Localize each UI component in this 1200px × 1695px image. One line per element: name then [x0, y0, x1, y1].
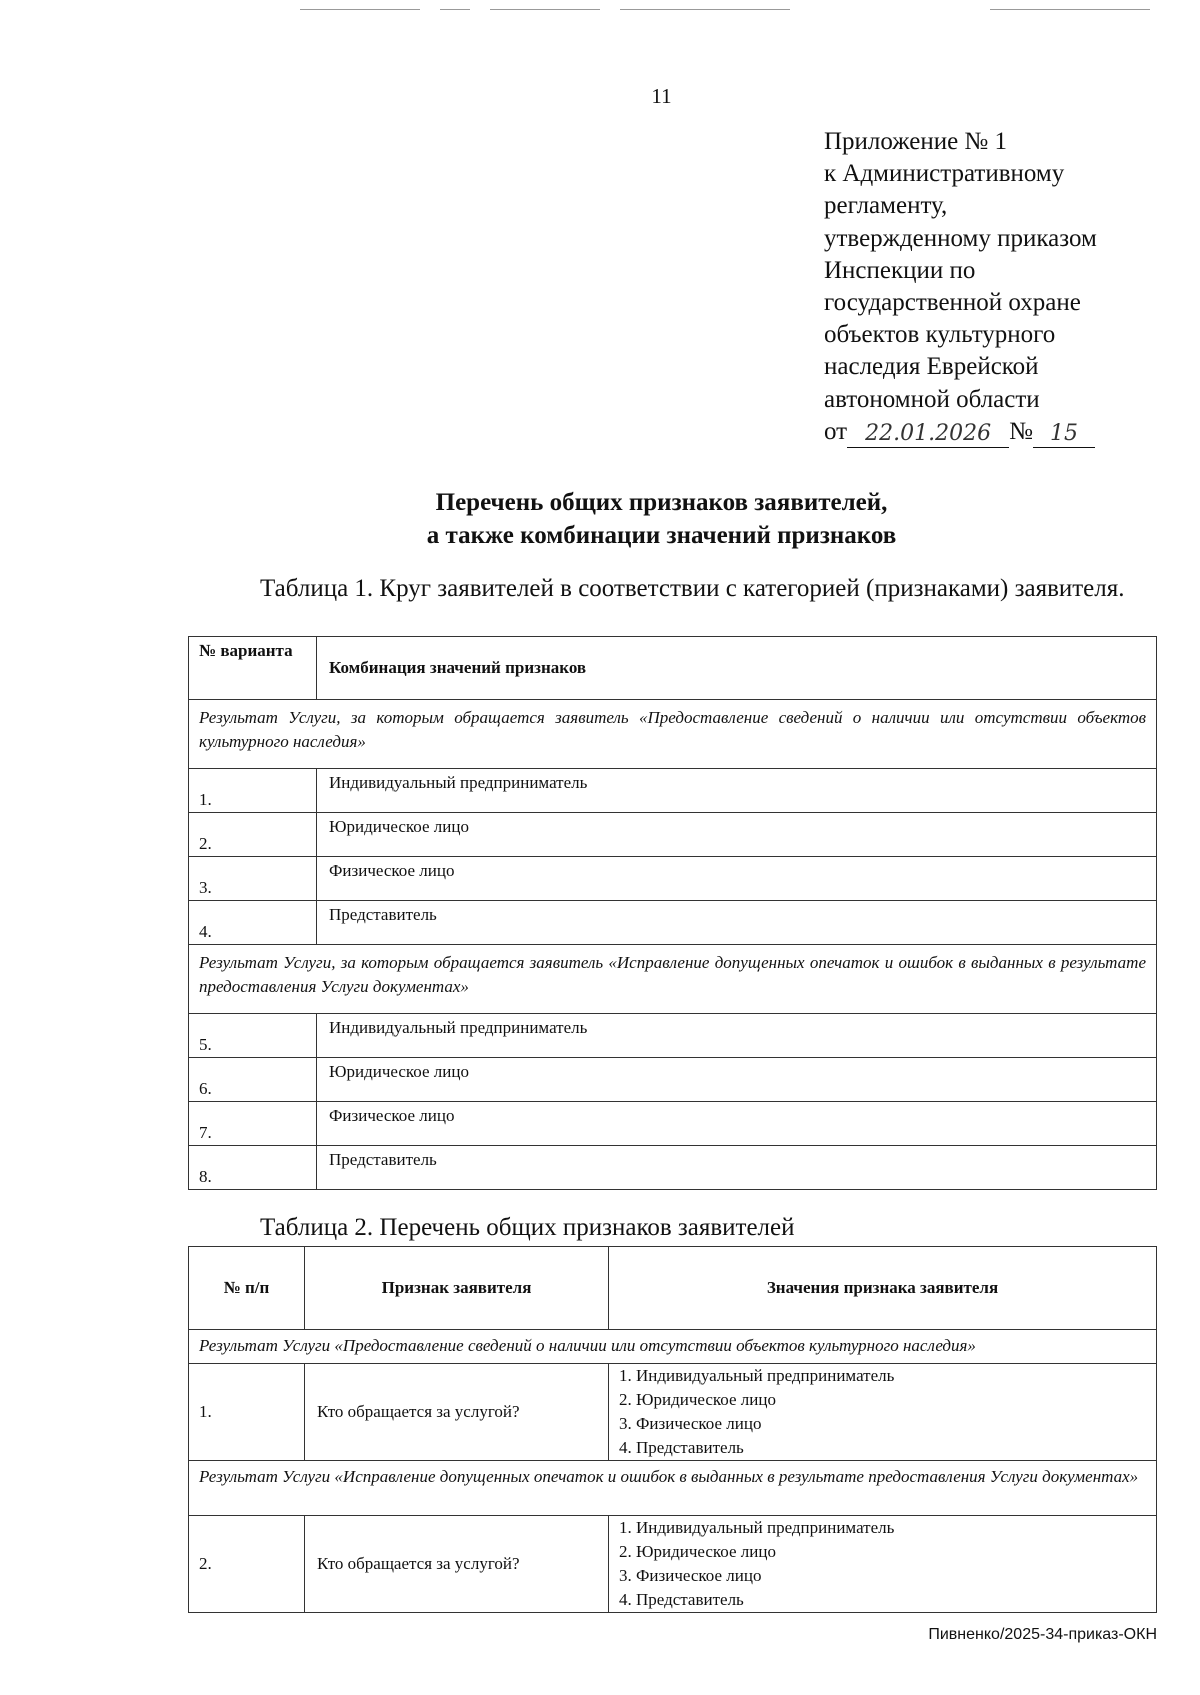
attribute-values: [609, 1516, 1157, 1613]
variant-value: Индивидуальный предприниматель: [317, 769, 1157, 813]
table-header-row: [189, 637, 1157, 700]
variant-number: 5.: [189, 1014, 317, 1058]
title-line-1: Перечень общих признаков заявителей,: [435, 489, 888, 516]
attribute-value: 4. Представитель: [619, 1438, 744, 1457]
page-number: 11: [651, 84, 672, 108]
section-title: Результат Услуги, за которым обращается заявитель «Исправление допущенных опечаток и ошибок в выданных в результате предоставления Услуги документах»: [189, 945, 1157, 1014]
header-attribute-values: Значения признака заявителя: [609, 1247, 1157, 1330]
table-row: [189, 1146, 1157, 1190]
row-index: 1.: [189, 1364, 305, 1461]
attribute-values: [609, 1364, 1157, 1461]
attribute-value: 3. Физическое лицо: [619, 1566, 762, 1585]
table-row: [189, 1364, 1157, 1461]
table1-applicant-variants: [188, 636, 1157, 1190]
variant-number: 1.: [189, 769, 317, 813]
section-row: [189, 1461, 1157, 1516]
table1-caption: Таблица 1. Круг заявителей в соответствии с категорией (признаками) заявителя.: [260, 575, 1125, 602]
attribute-question: Кто обращается за услугой?: [305, 1516, 609, 1613]
date-number-line: [824, 416, 1154, 448]
attribute-value: 2. Юридическое лицо: [619, 1390, 776, 1409]
number-label: №: [1009, 417, 1033, 445]
appendix-line: Приложение № 1: [824, 128, 1008, 155]
table2-applicant-attributes: [188, 1246, 1157, 1613]
variant-number: 3.: [189, 857, 317, 901]
attribute-value: 4. Представитель: [619, 1590, 744, 1609]
footer-doc-code: Пивненко/2025-34-приказ-ОКН: [928, 1626, 1157, 1643]
variant-value: Представитель: [317, 901, 1157, 945]
appendix-line: Инспекции по: [824, 256, 976, 284]
row-index: 2.: [189, 1516, 305, 1613]
variant-number: 8.: [189, 1146, 317, 1190]
attribute-value: 3. Физическое лицо: [619, 1414, 762, 1433]
attribute-value: 1. Индивидуальный предприниматель: [619, 1366, 895, 1385]
table2-caption: Таблица 2. Перечень общих признаков заявителей: [260, 1214, 795, 1241]
handwritten-number: 15: [1033, 421, 1095, 448]
attribute-value: 2. Юридическое лицо: [619, 1542, 776, 1561]
section-title: Результат Услуги «Исправление допущенных опечаток и ошибок в выданных в результате предоставления Услуги документах»: [189, 1461, 1157, 1516]
title-line-2: а также комбинации значений признаков: [426, 522, 897, 549]
appendix-line: к Административному: [824, 160, 1065, 188]
table-row: [189, 1102, 1157, 1146]
table-row: [189, 769, 1157, 813]
table-row: [189, 901, 1157, 945]
section-row: [189, 1330, 1157, 1364]
appendix-line: автономной области: [824, 385, 1040, 413]
variant-number: 7.: [189, 1102, 317, 1146]
section-row: [189, 700, 1157, 769]
section-title: Результат Услуги «Предоставление сведений о наличии или отсутствии объектов культурного наследия»: [189, 1330, 1157, 1364]
handwritten-date: 22.01.2026: [847, 421, 1009, 448]
table-row: [189, 1516, 1157, 1613]
variant-value: Представитель: [317, 1146, 1157, 1190]
variant-value: Индивидуальный предприниматель: [317, 1014, 1157, 1058]
variant-value: Физическое лицо: [317, 857, 1157, 901]
table-row: [189, 857, 1157, 901]
table-row: [189, 1058, 1157, 1102]
from-label: от: [824, 417, 848, 445]
attribute-question: Кто обращается за услугой?: [305, 1364, 609, 1461]
appendix-line: регламенту,: [824, 192, 948, 220]
variant-value: Физическое лицо: [317, 1102, 1157, 1146]
appendix-block: [824, 126, 1154, 448]
variant-number: 2.: [189, 813, 317, 857]
attribute-value: 1. Индивидуальный предприниматель: [619, 1518, 895, 1537]
appendix-line: государственной охране: [824, 289, 1081, 317]
document-title: [0, 486, 1200, 552]
scan-artifact-marks: [300, 9, 1160, 11]
table-header-row: [189, 1247, 1157, 1330]
header-index: № п/п: [189, 1247, 305, 1330]
appendix-line: утвержденному приказом: [824, 224, 1097, 252]
section-row: [189, 945, 1157, 1014]
header-combination: Комбинация значений признаков: [317, 637, 1157, 700]
header-variant-number: № варианта: [189, 637, 317, 700]
table-row: [189, 813, 1157, 857]
appendix-line: наследия Еврейской: [824, 353, 1039, 381]
variant-number: 4.: [189, 901, 317, 945]
variant-value: Юридическое лицо: [317, 813, 1157, 857]
variant-number: 6.: [189, 1058, 317, 1102]
variant-value: Юридическое лицо: [317, 1058, 1157, 1102]
appendix-line: объектов культурного: [824, 321, 1056, 349]
section-title: Результат Услуги, за которым обращается заявитель «Предоставление сведений о наличии или отсутствии объектов культурного наследия»: [189, 700, 1157, 769]
table-row: [189, 1014, 1157, 1058]
header-attribute: Признак заявителя: [305, 1247, 609, 1330]
